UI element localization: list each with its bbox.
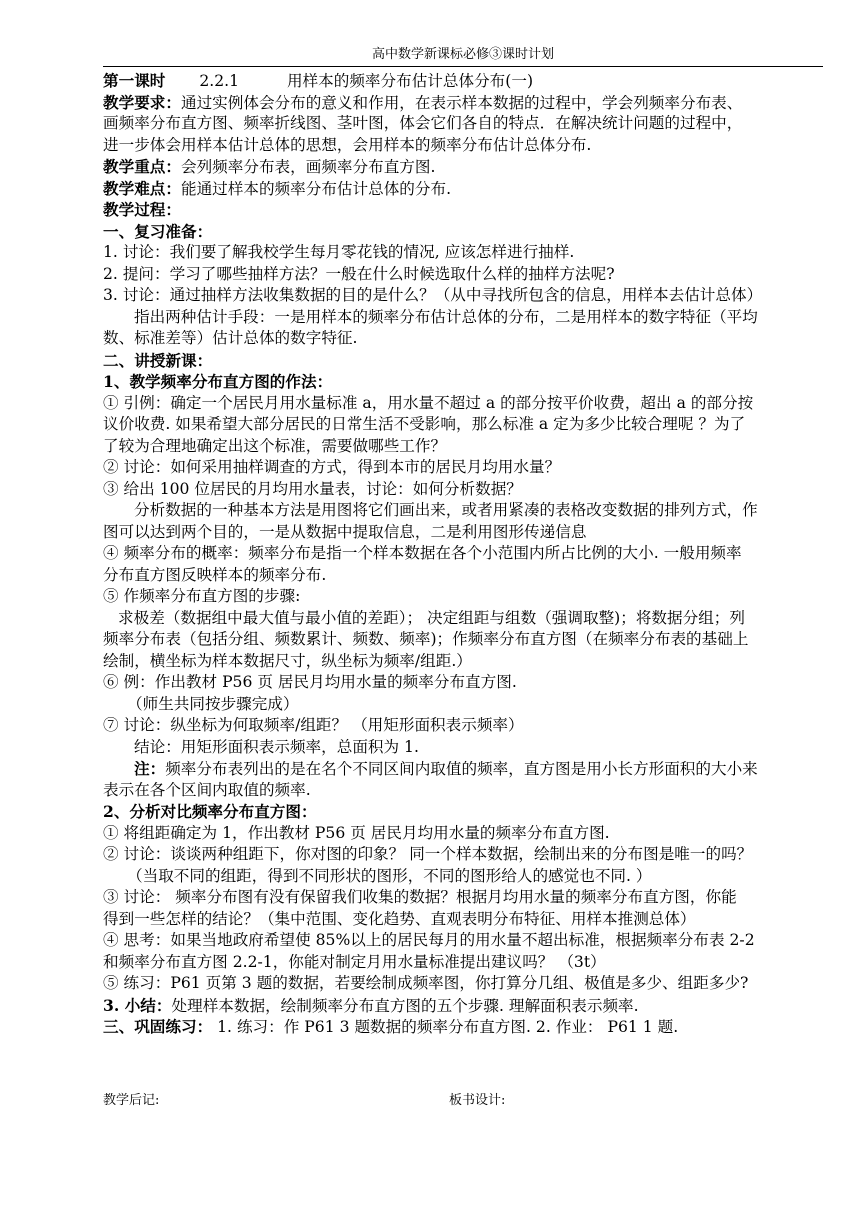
requirements-line-3: 进一步体会用样本估计总体的思想，会用样本的频率分布估计总体分布. — [103, 135, 592, 154]
sub2-item5: ⑤ 练习：P61 页第 3 题的数据，若要绘制成频率图，你打算分几组、极值是多少、组距多少? — [103, 974, 749, 992]
lesson-label: 第一课时 — [103, 71, 166, 90]
sub1-note-line-2: 表示在各个区间内取值的频率. — [103, 780, 311, 799]
sub2-heading: 2、分析对比频率分布直方图： — [103, 802, 317, 821]
process-label: 教学过程： — [103, 200, 181, 219]
sub3-summary: 3. 小结：处理样本数据，绘制频率分布直方图的五个步骤. 理解面积表示频率. — [103, 995, 639, 1015]
section1-item-3: 3. 讨论：通过抽样方法收集数据的目的是什么？（从中寻找所包含的信息，用样本去估计总体） — [103, 286, 763, 304]
footer-teaching-notes: 教学后记: — [103, 1093, 160, 1108]
sub1-analysis-1: 分析数据的一种基本方法是用图将它们画出来，或者用紧凑的表格改变数据的排列方式，作 — [134, 501, 758, 519]
sub1-steps-2: 频率分布表（包括分组、频数累计、频数、频率)；作频率分布直方图（在频率分布表的基础上 — [103, 630, 749, 648]
sub1-heading: 1、教学频率分布直方图的作法： — [103, 372, 333, 391]
sub1-item3: ③ 给出 100 位居民的月均用水量表，讨论：如何分析数据？ — [103, 479, 522, 498]
page-header: 高中数学新课标必修③课时计划 — [103, 46, 823, 67]
section3-heading: 三、巩固练习： — [103, 1017, 213, 1036]
sub1-item1-line-2: 议价收费. 如果希望大部分居民的日常生活不受影响，那么标准 a 定为多少比较合理呢 ？为了 — [103, 415, 746, 433]
section1-note-2: 数、标准差等）估计总体的数字特征. — [103, 329, 358, 347]
sub2-item1: ① 将组距确定为 1，作出教材 P56 页 居民月均用水量的频率分布直方图. — [103, 823, 610, 842]
key-points: 教学重点：会列频率分布表，画频率分布直方图. — [103, 157, 436, 176]
section1-item-1: 1. 讨论：我们要了解我校学生每月零花钱的情况, 应该怎样进行抽样. — [103, 243, 575, 261]
sub1-item6: ⑥ 例：作出教材 P56 页 居民月均用水量的频率分布直方图. — [103, 673, 517, 691]
section1-heading: 一、复习准备： — [103, 221, 213, 241]
sub1-item4-line-1: ④ 频率分布的概率：频率分布是指一个样本数据在各个小范围内所占比例的大小. 一般用频率 — [103, 544, 742, 562]
sub1-analysis-2: 图可以达到两个目的，一是从数据中提取信息，二是利用图形传递信息 — [103, 522, 587, 541]
difficulties: 教学难点：能通过样本的频率分布估计总体的分布. — [103, 178, 452, 198]
sub1-steps-1: 求极差（数据组中最大值与最小值的差距）； 决定组距与组数（强调取整)；将数据分组；列 — [118, 608, 745, 627]
document-body — [103, 70, 823, 1038]
section3-line: 三、巩固练习： 1. 练习：作 P61 3 题数据的频率分布直方图. 2. 作业： P61 1 题. — [103, 1017, 679, 1036]
sub1-item1-line-1: ① 引例：确定一个居民月用水量标准 a，用水量不超过 a 的部分按平价收费，超出 a 的部分按 — [103, 393, 754, 412]
sub1-item2: ② 讨论：如何采用抽样调查的方式，得到本市的居民月均用水量？ — [103, 458, 561, 476]
sub2-item3-line-1: ③ 讨论： 频率分布图有没有保留我们收集的数据？根据月均用水量的频率分布直方图，你能 — [103, 888, 737, 906]
section1-note-1: 指出两种估计手段：一是用样本的频率分布估计总体的分布，二是用样本的数字特征（平均 — [134, 307, 758, 326]
sub1-item7: ⑦ 讨论：纵坐标为何取频率/组距？ （用矩形面积表示频率） — [103, 716, 524, 734]
sub1-steps-3: 绘制，横坐标为样本数据尺寸，纵坐标为频率/组距.） — [103, 651, 472, 670]
section2-heading: 二、讲授新课： — [103, 350, 213, 370]
sub1-item1-line-3: 了较为合理地确定出这个标准，需要做哪些工作？ — [103, 436, 447, 455]
footer-board-design: 板书设计: — [449, 1093, 506, 1108]
sub1-item4-line-2: 分布直方图反映样本的频率分布. — [103, 565, 327, 584]
lesson-title-line — [103, 70, 823, 92]
sub2-item4-line-1: ④ 思考：如果当地政府希望使 85%以上的居民每月的用水量不超出标准，根据频率分布表 2-2 — [103, 931, 755, 949]
sub1-item6-note: （师生共同按步骤完成） — [127, 694, 299, 713]
requirements-line-2: 画频率分布直方图、频率折线图、茎叶图，体会它们各自的特点．在解决统计问题的过程中， — [103, 114, 743, 132]
lesson-number: 2.2.1 — [199, 72, 240, 90]
sub1-item5: ⑤ 作频率分布直方图的步骤: — [103, 587, 301, 605]
lesson-title: 用样本的频率分布估计总体分布(一) — [286, 72, 534, 90]
sub2-item4-line-2: 和频率分布直方图 2.2-1，你能对制定月用水量标准提出建议吗？ （3t） — [103, 952, 606, 971]
sub1-conclusion: 结论：用矩形面积表示频率，总面积为 1. — [134, 737, 419, 756]
sub2-item2: ② 讨论：谈谈两种组距下，你对图的印象？ 同一个样本数据，绘制出来的分布图是唯一的吗？ — [103, 845, 753, 863]
sub2-item2-note: （当取不同的组距，得到不同形状的图形，不同的图形给人的感觉也不同. ） — [127, 866, 652, 885]
requirements-line-1: 教学要求：通过实例体会分布的意义和作用，在表示样本数据的过程中，学会列频率分布表、 — [103, 92, 743, 112]
sub1-note-line-1: 注：频率分布表列出的是在名个不同区间内取值的频率，直方图是用小长方形面积的大小来 — [134, 759, 758, 778]
section1-item-2: 2. 提问：学习了哪些抽样方法？一般在什么时候选取什么样的抽样方法呢? — [103, 264, 615, 283]
requirements-label: 教学要求： — [103, 92, 181, 112]
sub2-item3-line-2: 得到一些怎样的结论？（集中范围、变化趋势、直观表明分布特征、用样本推测总体） — [103, 909, 696, 928]
